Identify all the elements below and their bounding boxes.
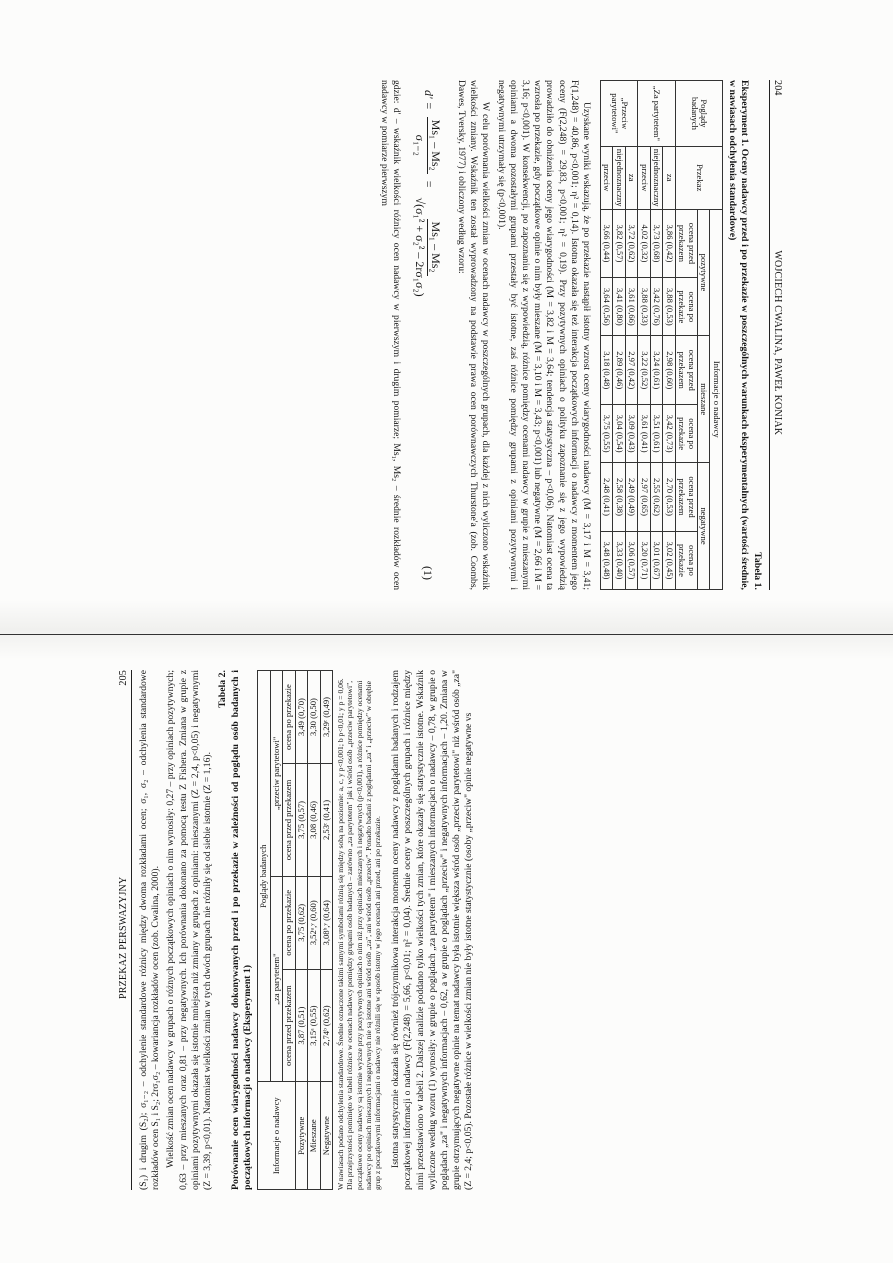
paragraph: (S₁) i drugim (S₂); σ₁₋₂ – odchylenie standardowe różnicy między dwoma rozkładami ocen; σ₁, σ₂ – odchylenia standardowe rozkładów ocen S₁ i S₂; 2rσ₁σ₂ – kowariancja rozkładów ocen (zob. Cwalina, 2000).	[138, 670, 162, 1190]
cell: 3,06 (0,57)	[626, 531, 639, 589]
formula-lhs: d' =	[421, 90, 436, 110]
page-205-content	[118, 670, 793, 1190]
cell: 3,88 (0,53)	[663, 278, 676, 336]
cell: 3,75 (0,62)	[295, 876, 308, 969]
header-views: Poglądy badanych	[258, 671, 271, 1082]
cell: 2,70 (0,53)	[663, 463, 676, 532]
sub-header: ocena przed przekazem	[283, 969, 296, 1082]
cell: 2,97 (0,42)	[626, 336, 639, 405]
cell: 3,66 (0,44)	[601, 209, 614, 278]
row-label: Mieszane	[308, 1082, 321, 1190]
cell: 4,02 (0,32)	[638, 209, 651, 278]
formula-equals: =	[421, 180, 436, 188]
cell: 3,33 (0,40)	[613, 531, 626, 589]
formula-numerator: Ms₁ – Ms₂	[427, 219, 443, 276]
cell: 3,15ᵃ (0,55)	[308, 969, 321, 1082]
cell: 3,04 (0,54)	[613, 405, 626, 463]
cell: 3,48 (0,48)	[601, 531, 614, 589]
formula-denominator: σ₁₋₂	[412, 134, 427, 156]
cell: 3,20 (0,71)	[638, 531, 651, 589]
cell: 3,29ᶜ (0,49)	[320, 671, 333, 764]
cell: 3,52ᵃ,ʸ (0,60)	[308, 876, 321, 969]
cell: 3,64 (0,56)	[601, 278, 614, 336]
cell: 3,08ᵇ,ʸ (0,64)	[320, 876, 333, 969]
row-message: niejednoznaczny	[651, 146, 664, 209]
cell: 2,58 (0,38)	[613, 463, 626, 532]
body-text	[138, 670, 214, 1190]
gutter-shade	[0, 600, 893, 660]
formula-numerator: Ms₁ – Ms₂	[427, 117, 443, 174]
cell: 3,08 (0,46)	[308, 764, 321, 877]
cell: 2,55 (0,62)	[651, 463, 664, 532]
table-row	[651, 81, 664, 590]
table-title: Porównanie ocen wiarygodności nadawcy dokonywanych przed i po przekazie w zależności od poglądu osób badanych i początkowych informacji o nadawcy (Eksperyment 1)	[230, 670, 254, 1190]
header-info: Informacje o nadawcy	[710, 209, 723, 589]
cell: 3,87 (0,51)	[295, 969, 308, 1082]
page-204	[128, 80, 783, 590]
formula-1	[412, 90, 443, 580]
group-header: negatywne	[698, 463, 711, 590]
cell: 2,98 (0,60)	[663, 336, 676, 405]
cell: 3,22 (0,52)	[638, 336, 651, 405]
page-number: 205	[118, 670, 129, 686]
table-row	[295, 671, 308, 1190]
table-2	[257, 670, 333, 1190]
cell: 3,75 (0,55)	[601, 405, 614, 463]
sub-header: ocena po przekazie	[283, 671, 296, 764]
cell: 3,09 (0,43)	[626, 405, 639, 463]
cell: 3,18 (0,48)	[601, 336, 614, 405]
paragraph: Wielkość zmian ocen nadawcy w grupach o różnych początkowych opiniach o nim wynosiły: 0,27 – przy opiniach pozytywnych; 0,63 – przy mieszanych oraz 0,81 – przy negatywnych. Ich porównania dokonano za pomocą testu Z Fishera. Zmiana w grupie z opiniami pozytywnymi okazała się istotnie mniejsza niż zmiany w grupach z opiniami: mieszanymi (Z = 2,4, p<0,05) i negatywnymi (Z = 3,39, p<0,01). Natomiast wielkości zmian w tych dwóch grupach nie różniły się od siebie istotnie (Z = 1,16).	[165, 670, 214, 1190]
sub-header: ocena po przekazie	[676, 278, 698, 336]
cell: 3,51 (0,61)	[651, 405, 664, 463]
running-header	[769, 80, 783, 590]
body-text	[455, 80, 592, 590]
group-header: pozytywne	[698, 209, 711, 336]
cell: 3,86 (0,42)	[663, 209, 676, 278]
row-message: za	[663, 146, 676, 209]
cell: 2,74ᵇ (0,62)	[320, 969, 333, 1082]
row-message: za	[626, 146, 639, 209]
header-message: Przekaz	[676, 146, 723, 209]
cell: 3,61 (0,41)	[638, 405, 651, 463]
table-row	[308, 671, 321, 1190]
table-row	[601, 81, 614, 590]
formula-fraction	[412, 117, 443, 174]
cell: 3,24 (0,61)	[651, 336, 664, 405]
cell: 3,72 (0,62)	[626, 209, 639, 278]
table-row	[613, 81, 626, 590]
cell: 3,30 (0,50)	[308, 671, 321, 764]
paragraph: Uzyskane wyniki wskazują, że po przekazie nastąpił istotny wzrost oceny wiarygodności nadawcy (M = 3,17 i M = 3,41; F(1,248) = 40,86, p<0,001; η² = 0,14). Istotna okazała się też interakcja początkowych informacji o nadawcy z momentem jego oceny (F(2,248) = 29,83, p<0,001; η² = 0,19). Przy pozytywnych opiniach o polityku zapoznanie się z jego wypowiedzią prowadziło do obniżenia oceny jego wiarygodności (M = 3,82 i M = 3,64; tendencja statystyczna – p<0,06). Natomiast ocena ta wzrosła po przekazie, gdy początkowe opinie o nim były mieszane (M = 3,10 i M = 3,43; p<0,001) lub negatywne (M = 2,66 i M = 3,16; p<0,001). W konsekwencji, po zapoznaniu się z wypowiedzią, różnice pomiędzy ocenami nadawcy w grupie z mieszanymi opiniami a dwoma pozostałymi grupami przestały być istotne, zaś różnice pomiędzy grupami z opiniami pozytywnymi i negatywnymi utrzymały się (p<0,001).	[495, 80, 592, 590]
cell: 2,49 (0,49)	[626, 463, 639, 532]
table-1	[600, 80, 723, 590]
formula-number: (1)	[420, 566, 435, 580]
sub-header: ocena przed przekazem	[676, 209, 698, 278]
cell: 2,97 (0,65)	[638, 463, 651, 532]
body-text	[377, 80, 401, 590]
paragraph: Istotna statystycznie okazała się również trójczynnikowa interakcja momentu oceny nadawcy z poglądami badanych i rodzajem początkowej informacji o nadawcy (F(2,248) = 5,66, p<0,01; η² = 0,04). Średnie oceny w poszczególnych grupach i różnice między nimi przedstawiono w tabeli 2. Dalszej analizie poddano tylko wielkości tych zmian, które okazały się statystycznie istotne. Wskaźnik wyliczone według wzoru (1) wynosiły: w grupie o poglądach „za parytetem" i mieszanych informacjach o nadawcy – 0,78, w grupie o poglądach „za" i negatywnych informacjach – 0,62, a w grupie o poglądach „przeciw" i negatywnych informacjach – 1,20. Zmiana w grupie otrzymujących negatywne opinie na temat nadawcy była istotnie większa wśród osób „przeciw parytetowi" niż wśród osób „za" (Z = 2,4; p<0,05). Pozostałe różnice w wielkości zmian nie były istotne statystycznie (osoby „przeciw" opinie negatywne vs	[390, 670, 475, 1190]
table-label: Tabela 1.	[752, 552, 763, 590]
gutter-line	[0, 634, 893, 635]
cell: 3,02 (0,45)	[663, 531, 676, 589]
sub-header: ocena przed przekazem	[676, 463, 698, 532]
cell: 3,75 (0,57)	[295, 764, 308, 877]
row-view: „Za partytetem"	[638, 81, 676, 147]
header-authors: WOJCIECH CWALINA, PAWEŁ KONIAK	[772, 250, 783, 436]
group-header: „przeciw parytetowi"	[270, 671, 283, 877]
group-header: „za parytetem"	[270, 876, 283, 1082]
sub-header: ocena po przekazie	[283, 876, 296, 969]
table-label: Tabela 2.	[217, 670, 229, 708]
row-label: Pozytywne	[295, 1082, 308, 1190]
cell: 3,49 (0,70)	[295, 671, 308, 764]
cell: 3,42 (0,73)	[663, 405, 676, 463]
table-row	[663, 81, 676, 590]
sub-header: ocena po przekazie	[676, 405, 698, 463]
cell: 3,61 (0,66)	[626, 278, 639, 336]
header-info: Informacje o nadawcy	[258, 1082, 296, 1190]
formula-denominator: √(σ₁² + σ₂² – 2rσ₁σ₂)	[412, 197, 427, 297]
cell: 2,53ᶜ (0,41)	[320, 764, 333, 877]
body-text	[390, 670, 475, 1190]
table-row	[638, 81, 651, 590]
group-header: mieszane	[698, 336, 711, 463]
row-message: przeciw	[638, 146, 651, 209]
sub-header: ocena przed przekazem	[676, 336, 698, 405]
row-view: „Przeciw parytetowi"	[601, 81, 639, 147]
cell: 3,88 (0,33)	[638, 278, 651, 336]
page-number: 204	[772, 80, 783, 96]
cell: 2,48 (0,41)	[601, 463, 614, 532]
page-205	[118, 670, 793, 1190]
row-message: niejednoznaczny	[613, 146, 626, 209]
cell: 2,89 (0,46)	[613, 336, 626, 405]
cell: 3,82 (0,57)	[613, 209, 626, 278]
paragraph: W celu porównania wielkości zmian w ocenach nadawcy w poszczególnych grupach, dla każdej z nich wyliczono wskaźnik wielkości zmiany. Wskaźnik ten został wyprowadzony na podstawie prawa ocen porównawczych Thurstone'a (zob. Coombs, Dawes, Tversky, 1977) i obliczony według wzoru:	[455, 80, 492, 590]
sub-header: ocena przed przekazem	[283, 764, 296, 877]
paragraph: gdzie: d' – wskaźnik wielkości różnicy ocen nadawcy w pierwszym i drugim pomiarze; Ms₁, Ms₂ – średnie rozkładów ocen nadawcy w pomiarze pierwszym	[378, 80, 402, 590]
cell: 3,01 (0,67)	[651, 531, 664, 589]
table-row	[626, 81, 639, 590]
cell: 3,41 (0,80)	[613, 278, 626, 336]
table-row	[320, 671, 333, 1190]
header-views: Poglądy badanych	[676, 81, 723, 147]
table-note: W nawiasach podano odchylenia standardowe. Średnie oznaczone takimi samymi symbolami różnią się między sobą na poziomie: a, c, y p<0,001; b p<0,01; y p = 0,06. Dla przejrzystości pominięto w tabeli różnice w ocenach nadawcy pomiędzy grupami osób badanych – zarówno „za parytetem" jak i wśród osób „przeciw parytetowi", początkowe oceny nadawcy są istotnie wyższe przy pozytywnych opiniach o nim niż przy opiniach mieszanych i negatywnych (p<0,001), a różnice pomiędzy ocenami nadawcy po opiniach mieszanych i negatywnych nie są istotne ani wśród osób „za", ani wśród osób „przeciw". Ponadto badani z poglądami „za" i „przeciw" w obrębie grup z początkowymi informacjami o nadawcy nie różnili się w sposób istotny w jego ocenach ani przed, ani po przekazie.	[336, 678, 383, 1190]
header-title: PRZEKAZ PERSWAZYJNY	[118, 876, 129, 1000]
row-label: Negatywne	[320, 1082, 333, 1190]
cell: 3,73 (0,68)	[651, 209, 664, 278]
sub-header: ocena po przekazie	[676, 531, 698, 589]
table-title: Eksperyment 1. Oceny nadawcy przed i po przekazie w poszczególnych warunkach eksperymentalnych (wartości średnie, w nawiasach odchylenia standardowe)	[727, 80, 750, 590]
row-message: przeciw	[601, 146, 614, 209]
cell: 3,42 (0,76)	[651, 278, 664, 336]
formula-fraction	[412, 195, 443, 300]
running-header	[118, 670, 132, 1190]
page-204-content	[128, 80, 783, 590]
